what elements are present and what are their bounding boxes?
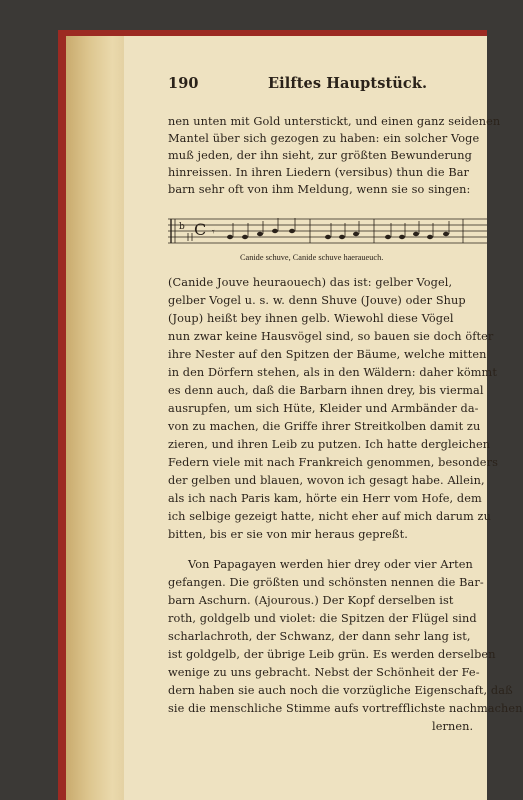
page-number: 190 — [168, 75, 199, 92]
text-line: Federn viele mit nach Frankreich genommen, besonders — [168, 456, 498, 469]
text-line: hinreissen. In ihren Liedern (versibus) thun die Bar — [168, 166, 470, 179]
text-line: roth, goldgelb und violet: die Spitzen der Flügel sind — [168, 612, 477, 625]
catchword: lernen. — [432, 720, 474, 733]
svg-text:𝄾: 𝄾 — [212, 227, 215, 238]
text-line: zieren, und ihren Leib zu putzen. Ich hatte dergleichen — [168, 438, 491, 451]
text-line: wenige zu uns gebracht. Nebst der Schönheit der Fe- — [168, 666, 480, 679]
text-line: (Joup) heißt bey ihnen gelb. Wiewohl diese Vögel — [168, 312, 454, 325]
text-line: als ich nach Paris kam, hörte ein Herr vom Hofe, dem — [168, 492, 482, 505]
text-line: in den Dörfern stehen, als in den Wäldern: daher kömmt — [168, 366, 497, 379]
text-line: dern haben sie auch noch die vorzügliche Eigenschaft, daß — [168, 684, 513, 697]
text-line: nen unten mit Gold unterstickt, und einen ganz seidenen — [168, 115, 501, 128]
running-title: Eilftes Hauptstück. — [268, 75, 428, 92]
text-line: ausrupfen, um sich Hüte, Kleider und Armbänder da- — [168, 402, 479, 415]
text-line: muß jeden, der ihn sieht, zur größten Bewunderung — [168, 149, 472, 162]
music-staff — [168, 213, 487, 249]
music-lyrics-caption: Canide schuve, Canide schuve haeraueuch. — [240, 253, 384, 262]
text-line: der gelben und blauen, wovon ich gesagt habe. Allein, — [168, 474, 485, 487]
text-line: von zu machen, die Griffe ihrer Streitkolben damit zu — [168, 420, 481, 433]
text-line: barn Aschurn. (Ajourous.) Der Kopf derselben ist — [168, 594, 454, 607]
text-line: barn sehr oft von ihm Meldung, wenn sie so singen: — [168, 183, 471, 196]
text-line: Mantel über sich gezogen zu haben: ein solcher Voge — [168, 132, 480, 145]
svg-text:C: C — [194, 220, 207, 239]
text-line: sie die menschliche Stimme aufs vortrefflichste nachmachen — [168, 702, 523, 715]
text-line: ihre Nester auf den Spitzen der Bäume, welche mitten — [168, 348, 487, 361]
text-line: gefangen. Die größten und schönsten nennen die Bar- — [168, 576, 484, 589]
text-line: Von Papagayen werden hier drey oder vier Arten — [188, 558, 473, 571]
page-edge-shadow — [66, 36, 124, 800]
text-line: ich selbige gezeigt hatte, nicht eher auf mich darum zu — [168, 510, 491, 523]
svg-text:b: b — [179, 222, 185, 232]
text-line: scharlachroth, der Schwanz, der dann sehr lang ist, — [168, 630, 471, 643]
text-line: gelber Vogel u. s. w. denn Shuve (Jouve) oder Shup — [168, 294, 466, 307]
text-line: bitten, bis er sie von mir heraus gepreßt. — [168, 528, 408, 541]
text-line: (Canide Jouve heuraouech) das ist: gelber Vogel, — [168, 276, 453, 289]
text-line: es denn auch, daß die Barbarn ihnen drey, bis viermal — [168, 384, 484, 397]
text-line: ist goldgelb, der übrige Leib grün. Es werden derselben — [168, 648, 496, 661]
text-line: nun zwar keine Hausvögel sind, so bauen sie doch öfter — [168, 330, 494, 343]
